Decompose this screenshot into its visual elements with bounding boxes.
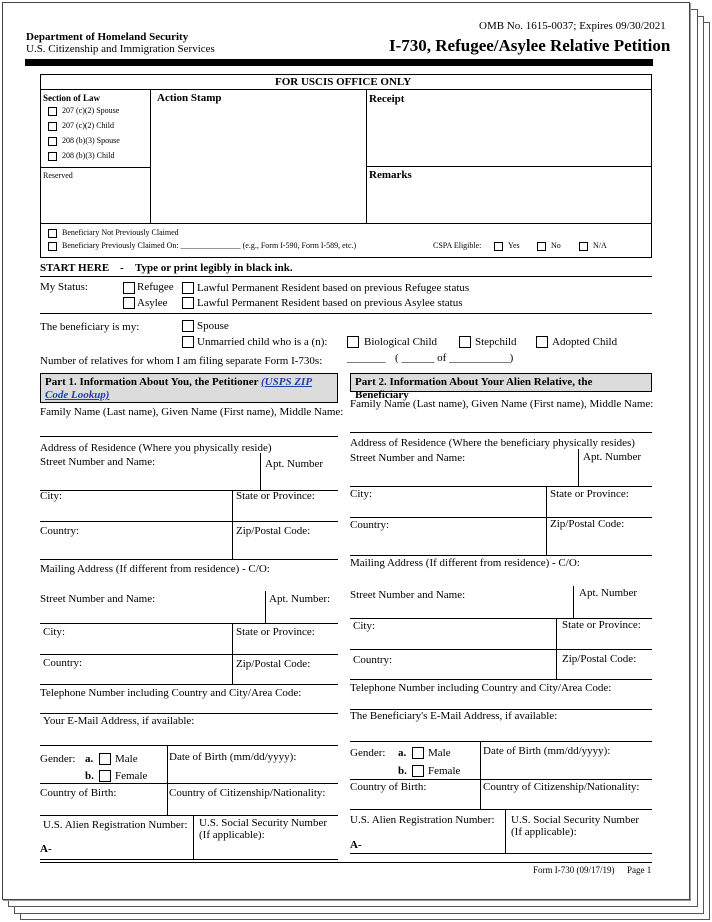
p2-mail-state-label: State or Province: (562, 619, 641, 631)
header-rule (25, 59, 653, 66)
footer-form: Form I-730 (09/17/19) (533, 865, 615, 875)
refugee-label: Refugee (137, 281, 174, 293)
lpr-asylee-label: Lawful Permanent Resident based on previous Asylee status (197, 297, 463, 309)
p1-a-prefix: A- (40, 843, 52, 855)
p1-dob-label: Date of Birth (mm/dd/yyyy): (169, 751, 297, 763)
p1-mail-zip-label: Zip/Postal Code: (236, 658, 311, 670)
p1-family-name-label: Family Name (Last name), Given Name (First name), Middle Name: (40, 406, 344, 418)
number-relatives-label: Number of relatives for whom I am filing separate Form I-730s: (40, 355, 323, 367)
p2-male-checkbox[interactable] (412, 747, 424, 759)
p1-telephone-label: Telephone Number including Country and City/Area Code: (40, 687, 302, 699)
p2-female-label: Female (428, 765, 461, 777)
cspa-yes-checkbox[interactable] (494, 242, 503, 251)
p2-gender-a: a. (398, 747, 407, 759)
p2-family-name-label: Family Name (Last name), Given Name (First name), Middle Name: (350, 398, 654, 410)
p2-street-label: Street Number and Name: (350, 452, 466, 464)
p2-dob-label: Date of Birth (mm/dd/yyyy): (483, 745, 611, 757)
law-checkbox-4[interactable] (48, 152, 57, 161)
office-title: FOR USCIS OFFICE ONLY (275, 76, 412, 88)
p2-mail-country-label: Country: (353, 654, 393, 666)
p1-mailing-label: Mailing Address (If different from residence) - C/O: (40, 563, 270, 575)
not-claimed-checkbox[interactable] (48, 229, 57, 238)
p2-mail-city-label: City: (353, 620, 376, 632)
spouse-label: Spouse (197, 320, 229, 332)
stepchild-label: Stepchild (475, 336, 517, 348)
law-checkbox-3[interactable] (48, 137, 57, 146)
unmarried-child-label: Unmarried child who is a (n): (197, 336, 328, 348)
p2-alien-reg-label: U.S. Alien Registration Number: (350, 814, 495, 826)
law-option-4: 208 (b)(3) Child (62, 151, 115, 160)
p1-gender-a: a. (85, 753, 94, 765)
p1-zip-label: Zip/Postal Code: (236, 525, 311, 537)
p2-telephone-label: Telephone Number including Country and City/Area Code: (350, 682, 612, 694)
p1-female-checkbox[interactable] (99, 770, 111, 782)
asylee-checkbox[interactable] (123, 297, 135, 309)
start-dash: - (120, 262, 124, 274)
p1-country-birth-label: Country of Birth: (40, 787, 117, 799)
part1-header-text: Part 1. Information About You, the Petitioner (45, 376, 259, 388)
receipt-label: Receipt (369, 93, 405, 105)
p2-male-label: Male (428, 747, 451, 759)
p1-female-label: Female (115, 770, 148, 782)
claimed-on-checkbox[interactable] (48, 242, 57, 251)
footer-page: Page 1 (627, 865, 652, 875)
omb-number: OMB No. 1615-0037; Expires 09/30/2021 (479, 20, 666, 32)
adopted-child-label: Adopted Child (552, 336, 618, 348)
part2-header-text: Part 2. Information About Your Alien Relative, the Beneficiary (355, 376, 593, 401)
agency-name: U.S. Citizenship and Immigration Services (26, 43, 215, 55)
lpr-refugee-label: Lawful Permanent Resident based on previous Refugee status (197, 282, 470, 294)
cspa-label: CSPA Eligible: (433, 241, 482, 250)
department-name: Department of Homeland Security (26, 31, 189, 43)
refugee-checkbox[interactable] (123, 282, 135, 294)
lpr-asylee-checkbox[interactable] (182, 297, 194, 309)
reserved-label: Reserved (43, 171, 73, 180)
part1-header (40, 373, 338, 403)
p2-apt-label: Apt. Number (583, 451, 642, 463)
p1-country-label: Country: (40, 525, 80, 537)
p2-gender-label: Gender: (350, 747, 386, 759)
p1-apt-label: Apt. Number (265, 458, 324, 470)
p2-ssn-label: U.S. Social Security Number (If applicable): (511, 814, 640, 838)
cspa-yes-label: Yes (508, 241, 520, 250)
unmarried-child-checkbox[interactable] (182, 336, 194, 348)
p2-state-label: State or Province: (550, 488, 629, 500)
usps-zip-link[interactable]: (USPS ZIP Code Lookup) (45, 376, 313, 401)
adopted-child-checkbox[interactable] (536, 336, 548, 348)
p2-citizenship-label: Country of Citizenship/Nationality: (483, 781, 640, 793)
p2-a-prefix: A- (350, 839, 362, 851)
action-stamp-label: Action Stamp (157, 92, 222, 104)
remarks-label: Remarks (369, 169, 412, 181)
p1-ssn-label: U.S. Social Security Number (If applicable): (199, 817, 328, 841)
p2-female-checkbox[interactable] (412, 765, 424, 777)
p1-address-residence-label: Address of Residence (Where you physically reside) (40, 442, 272, 454)
p1-mail-apt-label: Apt. Number: (269, 593, 331, 605)
law-checkbox-1[interactable] (48, 107, 57, 116)
part2-header (350, 373, 652, 401)
lpr-refugee-checkbox[interactable] (182, 282, 194, 294)
form-page (2, 2, 690, 900)
p1-mail-city-label: City: (43, 626, 66, 638)
p1-mail-state-label: State or Province: (236, 626, 315, 638)
p1-gender-label: Gender: (40, 753, 76, 765)
law-option-1: 207 (c)(2) Spouse (62, 106, 120, 115)
spouse-checkbox[interactable] (182, 320, 194, 332)
number-relatives-field[interactable]: _______ (347, 352, 386, 364)
start-here-label: START HERE (40, 262, 110, 274)
p1-gender-b: b. (85, 770, 94, 782)
p2-mail-zip-label: Zip/Postal Code: (562, 653, 637, 665)
p1-city-label: City: (40, 490, 63, 502)
asylee-label: Asylee (137, 297, 168, 309)
claimed-on-label: Beneficiary Previously Claimed On: _______________ (e.g., Form I-590, Form I-589, etc.) (62, 241, 357, 250)
section-of-law-label: Section of Law (43, 93, 100, 103)
cspa-na-label: N/A (593, 241, 607, 250)
p1-mail-country-label: Country: (43, 657, 83, 669)
p2-gender-b: b. (398, 765, 407, 777)
p1-mail-street-label: Street Number and Name: (40, 593, 156, 605)
p2-mailing-label: Mailing Address (If different from residence) - C/O: (350, 557, 580, 569)
law-option-2: 207 (c)(2) Child (62, 121, 114, 130)
p2-mail-street-label: Street Number and Name: (350, 589, 466, 601)
biological-child-label: Biological Child (364, 336, 438, 348)
stepchild-checkbox[interactable] (459, 336, 471, 348)
p2-country-label: Country: (350, 519, 390, 531)
p2-mail-apt-label: Apt. Number (579, 587, 638, 599)
biological-child-checkbox[interactable] (347, 336, 359, 348)
p1-state-label: State or Province: (236, 490, 315, 502)
not-claimed-label: Beneficiary Not Previously Claimed (62, 228, 179, 237)
start-instructions: Type or print legibly in black ink. (135, 262, 293, 274)
relative-of-field[interactable]: ( ______ of ___________) (395, 352, 514, 364)
p1-male-label: Male (115, 753, 138, 765)
p2-address-residence-label: Address of Residence (Where the beneficiary physically resides) (350, 437, 635, 449)
p2-country-birth-label: Country of Birth: (350, 781, 427, 793)
p1-street-label: Street Number and Name: (40, 456, 156, 468)
p2-city-label: City: (350, 488, 373, 500)
law-option-3: 208 (b)(3) Spouse (62, 136, 120, 145)
p2-email-label: The Beneficiary's E-Mail Address, if available: (350, 710, 558, 722)
beneficiary-is-label: The beneficiary is my: (40, 321, 140, 333)
cspa-no-label: No (551, 241, 561, 250)
my-status-label: My Status: (40, 281, 88, 293)
form-title: I-730, Refugee/Asylee Relative Petition (389, 36, 671, 55)
cspa-no-checkbox[interactable] (537, 242, 546, 251)
p1-email-label: Your E-Mail Address, if available: (43, 715, 195, 727)
p1-citizenship-label: Country of Citizenship/Nationality: (169, 787, 326, 799)
p1-male-checkbox[interactable] (99, 753, 111, 765)
p2-zip-label: Zip/Postal Code: (550, 518, 625, 530)
law-checkbox-2[interactable] (48, 122, 57, 131)
cspa-na-checkbox[interactable] (579, 242, 588, 251)
p1-alien-reg-label: U.S. Alien Registration Number: (43, 819, 188, 831)
